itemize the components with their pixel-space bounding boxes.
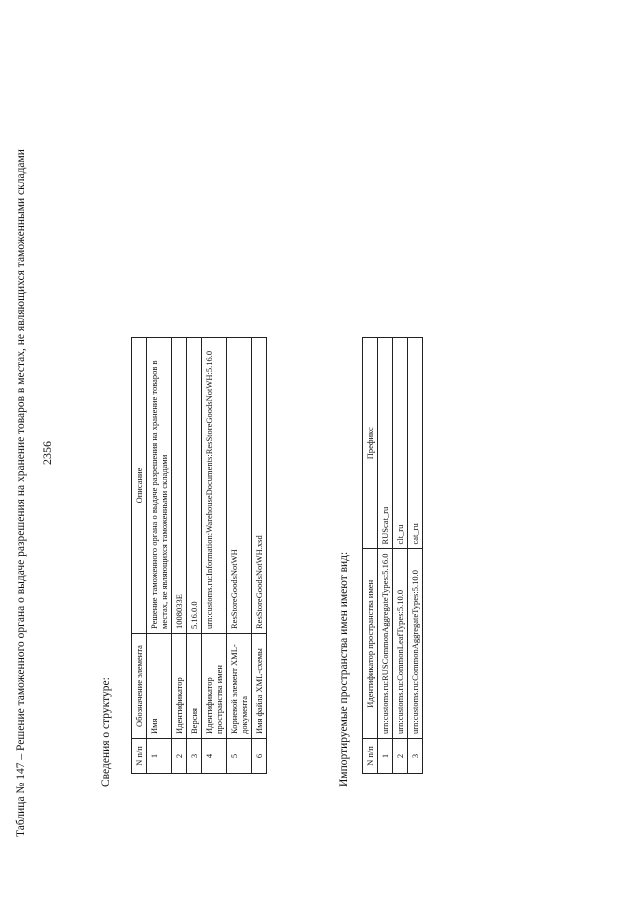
row-number: 2 (172, 739, 187, 774)
table-row (202, 338, 227, 774)
table-title: Таблица № 147 – Решение таможенного органа о выдаче разрешения на хранение товаров в местах, не являющихся таможенными складами (15, 149, 27, 837)
element-name: Имя (147, 634, 172, 739)
page-number: 2356 (40, 441, 54, 465)
namespace-id: urn:customs.ru:CommonLeafTypes:5.10.0 (393, 549, 408, 739)
element-name: Идентификатор (172, 634, 187, 739)
column-header: N п/п (363, 739, 378, 774)
table-row (187, 338, 202, 774)
element-description: ResStoreGoodsNotWH.xsd (252, 338, 267, 634)
element-description: ResStoreGoodsNotWH (227, 338, 252, 634)
element-name: Версия (187, 634, 202, 739)
column-header: N п/п (132, 739, 147, 774)
row-number: 1 (378, 739, 393, 774)
namespace-prefix: cat_ru (408, 338, 423, 550)
row-number: 2 (393, 739, 408, 774)
table-row (172, 338, 187, 774)
element-name: Имя файла XML-схемы (252, 634, 267, 739)
table-row (227, 338, 252, 774)
element-name: Корневой элемент XML-документа (227, 634, 252, 739)
structure-table (131, 337, 267, 774)
table-row (408, 338, 423, 774)
table-row (378, 338, 393, 774)
row-number: 3 (408, 739, 423, 774)
row-number: 5 (227, 739, 252, 774)
namespace-id: urn:customs.ru:CommonAggregateTypes:5.10.0 (408, 549, 423, 739)
table-row (252, 338, 267, 774)
structure-heading: Сведения о структуре: (100, 677, 112, 787)
column-header: Описание (132, 338, 147, 634)
row-number: 4 (202, 739, 227, 774)
column-header: Префикс (363, 338, 378, 550)
element-description: 5.16.0.0 (187, 338, 202, 634)
namespaces-table (362, 337, 423, 774)
table-header-row (132, 338, 147, 774)
namespace-prefix: clt_ru (393, 338, 408, 550)
row-number: 6 (252, 739, 267, 774)
table-header-row (363, 338, 378, 774)
element-description: Решение таможенного органа о выдаче разрешения на хранение товаров в местах, не являющихся таможенными складами (147, 338, 172, 634)
column-header: Обозначение элемента (132, 634, 147, 739)
row-number: 3 (187, 739, 202, 774)
namespaces-heading: Импортируемые пространства имен имеют вид: (338, 551, 350, 787)
namespace-id: urn:customs.ru:RUSCommonAggregateTypes:5.16.0 (378, 549, 393, 739)
table-row (393, 338, 408, 774)
namespace-prefix: RUScat_ru (378, 338, 393, 550)
element-description: urn:customs.ru:Information:WarehouseDocuments:ResStoreGoodsNotWH:5.16.0 (202, 338, 227, 634)
column-header: Идентификатор пространства имен (363, 549, 378, 739)
element-description: 1008033E (172, 338, 187, 634)
table-row (147, 338, 172, 774)
element-name: Идентификатор пространства имен (202, 634, 227, 739)
row-number: 1 (147, 739, 172, 774)
